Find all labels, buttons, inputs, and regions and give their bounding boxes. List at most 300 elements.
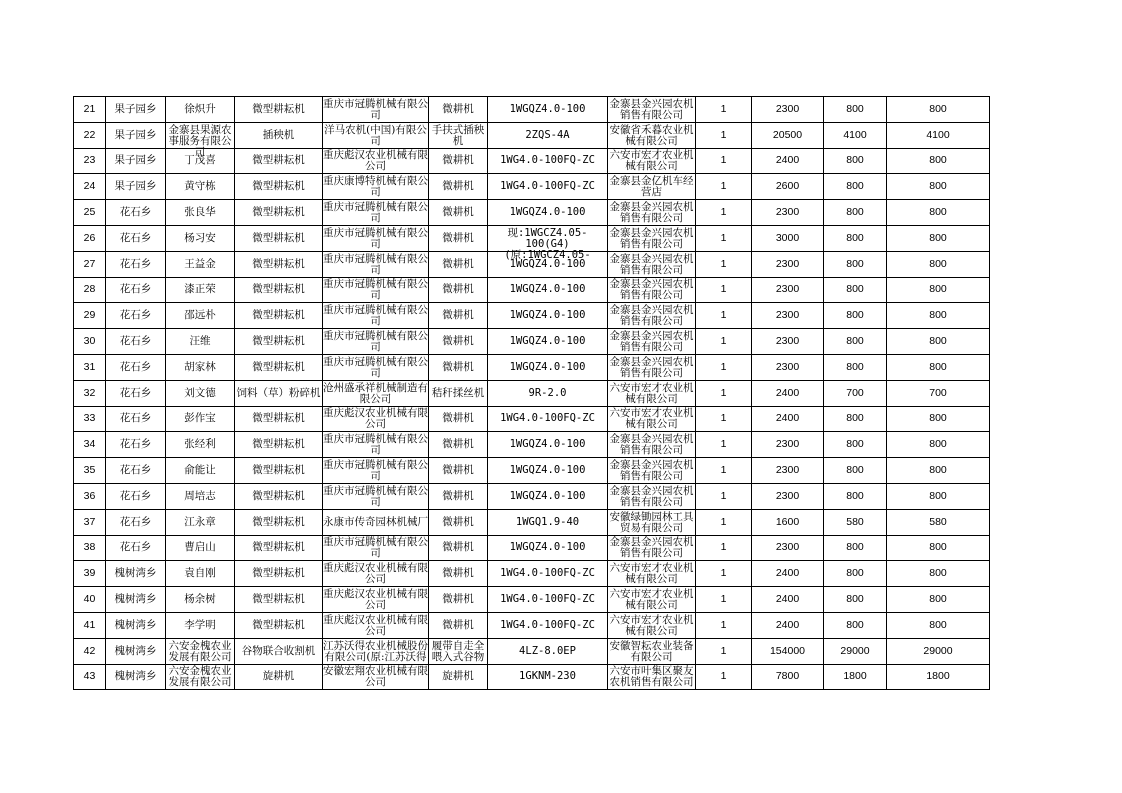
sale-price-cell (752, 664, 824, 690)
manufacturer-cell (323, 380, 429, 406)
manufacturer-cell-text: 重庆市冠腾机械有限公司 (323, 201, 428, 225)
machine-item-cell-text: 微型耕耘机 (252, 593, 305, 606)
unit-subsidy-cell-text: 800 (846, 360, 864, 373)
total-subsidy-cell-text: 1800 (926, 670, 950, 683)
machine-type-cell (429, 303, 488, 329)
manufacturer-cell (323, 509, 429, 535)
total-subsidy-cell (887, 458, 990, 484)
unit-subsidy-cell-text: 800 (846, 283, 864, 296)
total-subsidy-cell-text: 4100 (926, 128, 950, 141)
total-subsidy-cell-text: 800 (929, 438, 947, 451)
row-number-text: 26 (83, 231, 96, 244)
dealer-cell (608, 483, 696, 509)
machine-type-cell (429, 406, 488, 432)
model-cell-text: 1WGQZ4.0-100 (509, 206, 586, 219)
total-subsidy-cell (887, 329, 990, 355)
machine-type-cell (429, 148, 488, 174)
total-subsidy-cell-text: 800 (929, 335, 947, 348)
sale-price-cell (752, 225, 824, 251)
machine-item-cell (235, 406, 323, 432)
buyer-cell (166, 200, 235, 226)
machine-item-cell (235, 483, 323, 509)
buyer-cell-text: 六安金槐农业发展有限公司 (168, 665, 232, 689)
row-number (74, 148, 106, 174)
machine-type-cell (429, 174, 488, 200)
table-body (74, 97, 990, 690)
machine-item-cell-text: 微型耕耘机 (252, 515, 305, 528)
dealer-cell (608, 612, 696, 638)
table-row (74, 174, 990, 200)
row-number-text: 25 (83, 206, 96, 219)
unit-subsidy-cell-text: 800 (846, 231, 864, 244)
dealer-cell (608, 432, 696, 458)
machine-item-cell-text: 微型耕耘机 (252, 283, 305, 296)
dealer-cell-text: 安徽智耘农业装备有限公司 (609, 639, 694, 663)
row-number (74, 251, 106, 277)
table-row (74, 122, 990, 148)
sale-price-cell-text: 2300 (775, 489, 800, 502)
dealer-cell-text: 六安市宏才农业机械有限公司 (609, 149, 694, 173)
row-number-text: 32 (83, 386, 96, 399)
unit-subsidy-cell (824, 587, 887, 613)
model-cell (488, 277, 608, 303)
machine-type-cell-text: 履带自走全喂入式谷物 (431, 639, 485, 663)
sale-price-cell-text: 2300 (775, 360, 800, 373)
township-cell (106, 483, 166, 509)
model-cell (488, 561, 608, 587)
total-subsidy-cell-text: 800 (929, 154, 947, 167)
township-cell-text: 花石乡 (119, 386, 152, 399)
dealer-cell-text: 六安市宏才农业机械有限公司 (609, 588, 694, 612)
sale-price-cell (752, 148, 824, 174)
quantity-cell-text: 1 (720, 386, 727, 399)
dealer-cell-text: 金寨县金兴园农机销售有限公司 (609, 97, 694, 121)
total-subsidy-cell (887, 354, 990, 380)
manufacturer-cell (323, 225, 429, 251)
unit-subsidy-cell (824, 174, 887, 200)
sale-price-cell (752, 251, 824, 277)
quantity-cell-text: 1 (720, 309, 727, 322)
model-cell-text: 1WGQZ4.0-100 (509, 360, 586, 373)
buyer-cell (166, 354, 235, 380)
sale-price-cell (752, 174, 824, 200)
total-subsidy-cell (887, 509, 990, 535)
unit-subsidy-cell (824, 638, 887, 664)
total-subsidy-cell-text: 800 (929, 567, 947, 580)
row-number-text: 27 (83, 257, 96, 270)
township-cell-text: 槐树湾乡 (114, 618, 157, 631)
machine-type-cell-text: 微耕机 (442, 257, 474, 270)
dealer-cell (608, 380, 696, 406)
quantity-cell (696, 251, 752, 277)
buyer-cell-text: 丁茂喜 (184, 154, 216, 167)
machine-item-cell (235, 535, 323, 561)
unit-subsidy-cell-text: 800 (846, 335, 864, 348)
township-cell (106, 535, 166, 561)
dealer-cell (608, 277, 696, 303)
dealer-cell-text: 六安市宏才农业机械有限公司 (609, 381, 694, 405)
sale-price-cell (752, 277, 824, 303)
township-cell (106, 225, 166, 251)
quantity-cell (696, 148, 752, 174)
dealer-cell-text: 金寨县金兴园农机销售有限公司 (609, 304, 694, 328)
township-cell-text: 槐树湾乡 (114, 670, 157, 683)
quantity-cell-text: 1 (720, 515, 727, 528)
machine-type-cell (429, 97, 488, 123)
row-number (74, 174, 106, 200)
unit-subsidy-cell (824, 406, 887, 432)
table-row (74, 303, 990, 329)
buyer-cell (166, 509, 235, 535)
row-number (74, 509, 106, 535)
row-number (74, 277, 106, 303)
manufacturer-cell-text: 重庆市冠腾机械有限公司 (323, 484, 428, 508)
township-cell-text: 花石乡 (119, 515, 152, 528)
unit-subsidy-cell-text: 580 (846, 515, 864, 528)
machine-type-cell-text: 手扶式插秧机 (431, 123, 485, 147)
quantity-cell (696, 380, 752, 406)
machine-item-cell-text: 插秧机 (262, 128, 295, 141)
quantity-cell (696, 354, 752, 380)
quantity-cell-text: 1 (720, 670, 727, 683)
row-number-text: 37 (83, 515, 96, 528)
machine-type-cell (429, 225, 488, 251)
model-cell (488, 225, 608, 261)
manufacturer-cell-text: 重庆彪汉农业机械有限公司 (323, 407, 428, 431)
machine-type-cell-text: 旋耕机 (442, 670, 474, 683)
model-cell-text: 1WG4.0-100FQ-ZC (500, 412, 595, 425)
machine-type-cell (429, 458, 488, 484)
row-number (74, 638, 106, 664)
unit-subsidy-cell-text: 800 (846, 412, 864, 425)
unit-subsidy-cell (824, 251, 887, 277)
machine-item-cell (235, 97, 323, 123)
table-row (74, 638, 990, 664)
dealer-cell-text: 金寨县金兴园农机销售有限公司 (609, 355, 694, 379)
model-cell (488, 97, 608, 123)
township-cell-text: 槐树湾乡 (114, 567, 157, 580)
machine-item-cell-text: 微型耕耘机 (252, 360, 305, 373)
buyer-cell-text: 彭作宝 (184, 412, 216, 425)
model-cell-text: 1WGQZ4.0-100 (509, 283, 586, 296)
table-row (74, 277, 990, 303)
unit-subsidy-cell (824, 148, 887, 174)
machine-item-cell-text: 微型耕耘机 (252, 180, 305, 193)
table-row (74, 406, 990, 432)
total-subsidy-cell (887, 122, 990, 148)
manufacturer-cell-text: 重庆市冠腾机械有限公司 (323, 226, 428, 250)
dealer-cell (608, 303, 696, 329)
dealer-cell (608, 587, 696, 613)
dealer-cell-text: 六安市宏才农业机械有限公司 (609, 407, 694, 431)
total-subsidy-cell (887, 251, 990, 277)
table-row (74, 329, 990, 355)
machine-type-cell-text: 微耕机 (442, 180, 474, 193)
machine-type-cell-text: 微耕机 (442, 283, 474, 296)
township-cell-text: 花石乡 (119, 309, 152, 322)
row-number (74, 329, 106, 355)
model-cell-text: 1WGQZ4.0-100 (509, 541, 586, 554)
sale-price-cell (752, 561, 824, 587)
model-cell-text: 1WGQZ4.0-100 (509, 335, 586, 348)
manufacturer-cell-text: 重庆市冠腾机械有限公司 (323, 459, 428, 483)
buyer-cell-text: 江永章 (184, 515, 216, 528)
manufacturer-cell-text: 重庆彪汉农业机械有限公司 (323, 149, 428, 173)
township-cell (106, 612, 166, 638)
manufacturer-cell-text: 重庆市冠腾机械有限公司 (323, 97, 428, 121)
sale-price-cell-text: 2400 (775, 593, 800, 606)
machine-type-cell-text: 微耕机 (442, 593, 474, 606)
township-cell (106, 303, 166, 329)
manufacturer-cell (323, 612, 429, 638)
unit-subsidy-cell (824, 509, 887, 535)
quantity-cell-text: 1 (720, 360, 727, 373)
quantity-cell (696, 483, 752, 509)
township-cell (106, 664, 166, 690)
manufacturer-cell (323, 638, 429, 664)
unit-subsidy-cell-text: 800 (846, 541, 864, 554)
township-cell-text: 果子园乡 (114, 102, 157, 115)
machine-item-cell-text: 旋耕机 (262, 670, 295, 683)
machine-type-cell (429, 380, 488, 406)
buyer-cell-text: 袁自刚 (184, 567, 216, 580)
dealer-cell-text: 金寨县金兴园农机销售有限公司 (609, 201, 694, 225)
row-number (74, 406, 106, 432)
quantity-cell (696, 638, 752, 664)
quantity-cell-text: 1 (720, 489, 727, 502)
township-cell-text: 槐树湾乡 (114, 644, 157, 657)
unit-subsidy-cell (824, 122, 887, 148)
quantity-cell-text: 1 (720, 102, 727, 115)
dealer-cell-text: 金寨县金兴园农机销售有限公司 (609, 433, 694, 457)
model-cell (488, 458, 608, 484)
unit-subsidy-cell (824, 277, 887, 303)
buyer-cell-text: 周培志 (184, 489, 216, 502)
quantity-cell (696, 225, 752, 251)
machine-item-cell (235, 380, 323, 406)
model-cell-text: 1WGQZ4.0-100 (509, 257, 586, 270)
sale-price-cell (752, 535, 824, 561)
machine-item-cell (235, 148, 323, 174)
unit-subsidy-cell (824, 225, 887, 251)
total-subsidy-cell (887, 535, 990, 561)
township-cell-text: 花石乡 (119, 206, 152, 219)
quantity-cell-text: 1 (720, 618, 727, 631)
buyer-cell-text: 黄守栋 (184, 180, 216, 193)
machine-type-cell-text: 微耕机 (442, 515, 474, 528)
model-cell (488, 612, 608, 638)
total-subsidy-cell-text: 800 (929, 593, 947, 606)
machine-item-cell (235, 458, 323, 484)
buyer-cell (166, 612, 235, 638)
machine-type-cell-text: 微耕机 (442, 464, 474, 477)
manufacturer-cell-text: 洋马农机(中国)有限公司 (324, 123, 427, 147)
buyer-cell (166, 251, 235, 277)
unit-subsidy-cell-text: 800 (846, 257, 864, 270)
manufacturer-cell (323, 200, 429, 226)
manufacturer-cell (323, 354, 429, 380)
buyer-cell-text: 俞能让 (184, 464, 216, 477)
quantity-cell (696, 277, 752, 303)
quantity-cell-text: 1 (720, 567, 727, 580)
manufacturer-cell-text: 重庆市冠腾机械有限公司 (323, 433, 428, 457)
table-row (74, 483, 990, 509)
row-number-text: 36 (83, 489, 96, 502)
township-cell (106, 329, 166, 355)
machine-item-cell (235, 225, 323, 251)
quantity-cell-text: 1 (720, 412, 727, 425)
total-subsidy-cell (887, 561, 990, 587)
machine-item-cell (235, 174, 323, 200)
model-cell (488, 509, 608, 535)
township-cell-text: 果子园乡 (114, 128, 157, 141)
machine-type-cell (429, 122, 488, 148)
manufacturer-cell (323, 97, 429, 123)
subsidy-table (73, 96, 990, 690)
model-cell-text: 1WGQZ4.0-100 (509, 464, 586, 477)
row-number (74, 200, 106, 226)
quantity-cell-text: 1 (720, 464, 727, 477)
machine-type-cell (429, 535, 488, 561)
dealer-cell-text: 六安市宏才农业机械有限公司 (609, 613, 694, 637)
buyer-cell (166, 664, 235, 690)
table-row (74, 432, 990, 458)
machine-type-cell (429, 200, 488, 226)
township-cell (106, 354, 166, 380)
unit-subsidy-cell-text: 800 (846, 618, 864, 631)
dealer-cell-text: 金寨县金兴园农机销售有限公司 (609, 226, 694, 250)
quantity-cell (696, 406, 752, 432)
unit-subsidy-cell-text: 800 (846, 593, 864, 606)
machine-type-cell-text: 微耕机 (442, 541, 474, 554)
sale-price-cell (752, 509, 824, 535)
buyer-cell (166, 561, 235, 587)
quantity-cell-text: 1 (720, 283, 727, 296)
total-subsidy-cell-text: 800 (929, 231, 947, 244)
township-cell-text: 花石乡 (119, 412, 152, 425)
row-number (74, 535, 106, 561)
machine-type-cell (429, 354, 488, 380)
sale-price-cell-text: 20500 (772, 128, 803, 141)
machine-item-cell-text: 微型耕耘机 (252, 541, 305, 554)
manufacturer-cell-text: 重庆彪汉农业机械有限公司 (323, 613, 428, 637)
total-subsidy-cell-text: 800 (929, 489, 947, 502)
model-cell-text: 9R-2.0 (528, 386, 567, 399)
total-subsidy-cell (887, 432, 990, 458)
machine-type-cell-text: 微耕机 (442, 206, 474, 219)
row-number-text: 43 (83, 670, 96, 683)
row-number (74, 380, 106, 406)
sale-price-cell-text: 2300 (775, 464, 800, 477)
machine-type-cell-text: 微耕机 (442, 102, 474, 115)
sale-price-cell (752, 122, 824, 148)
machine-item-cell-text: 微型耕耘机 (252, 567, 305, 580)
unit-subsidy-cell-text: 800 (846, 567, 864, 580)
machine-item-cell-text: 微型耕耘机 (252, 438, 305, 451)
row-number-text: 39 (83, 567, 96, 580)
township-cell (106, 380, 166, 406)
machine-type-cell (429, 277, 488, 303)
machine-item-cell-text: 微型耕耘机 (252, 489, 305, 502)
machine-item-cell-text: 微型耕耘机 (252, 206, 305, 219)
dealer-cell (608, 148, 696, 174)
unit-subsidy-cell (824, 535, 887, 561)
manufacturer-cell (323, 432, 429, 458)
manufacturer-cell-text: 重庆彪汉农业机械有限公司 (323, 588, 428, 612)
sale-price-cell-text: 2300 (775, 102, 800, 115)
buyer-cell-text: 杨余树 (184, 593, 216, 606)
sale-price-cell (752, 97, 824, 123)
total-subsidy-cell (887, 97, 990, 123)
unit-subsidy-cell-text: 700 (846, 386, 864, 399)
buyer-cell (166, 638, 235, 664)
machine-type-cell (429, 561, 488, 587)
machine-type-cell-text: 秸秆揉丝机 (431, 386, 485, 399)
machine-item-cell-text: 微型耕耘机 (252, 309, 305, 322)
model-cell (488, 329, 608, 355)
machine-item-cell (235, 587, 323, 613)
quantity-cell-text: 1 (720, 438, 727, 451)
sale-price-cell-text: 2300 (775, 438, 800, 451)
machine-type-cell (429, 251, 488, 277)
dealer-cell (608, 200, 696, 226)
manufacturer-cell-text: 重庆市冠腾机械有限公司 (323, 355, 428, 379)
model-cell-text: 2ZQS-4A (525, 128, 570, 141)
quantity-cell (696, 200, 752, 226)
model-cell (488, 638, 608, 664)
township-cell (106, 148, 166, 174)
manufacturer-cell-text: 永康市传奇园林机械厂 (323, 515, 428, 528)
quantity-cell-text: 1 (720, 128, 727, 141)
sale-price-cell-text: 2300 (775, 283, 800, 296)
dealer-cell (608, 354, 696, 380)
quantity-cell-text: 1 (720, 206, 727, 219)
unit-subsidy-cell (824, 458, 887, 484)
sale-price-cell-text: 2400 (775, 412, 800, 425)
total-subsidy-cell (887, 200, 990, 226)
sale-price-cell (752, 612, 824, 638)
dealer-cell (608, 406, 696, 432)
unit-subsidy-cell-text: 800 (846, 464, 864, 477)
township-cell-text: 花石乡 (119, 283, 152, 296)
model-cell (488, 535, 608, 561)
unit-subsidy-cell (824, 329, 887, 355)
dealer-cell (608, 458, 696, 484)
quantity-cell-text: 1 (720, 593, 727, 606)
township-cell-text: 花石乡 (119, 541, 152, 554)
row-number (74, 354, 106, 380)
machine-type-cell-text: 微耕机 (442, 231, 474, 244)
sale-price-cell-text: 2600 (775, 180, 800, 193)
row-number-text: 22 (83, 128, 96, 141)
dealer-cell-text: 安徽省禾暮农业机械有限公司 (609, 123, 694, 147)
machine-item-cell (235, 612, 323, 638)
model-cell-text: 1WGQ1.9-40 (515, 515, 580, 528)
manufacturer-cell (323, 587, 429, 613)
unit-subsidy-cell (824, 354, 887, 380)
unit-subsidy-cell (824, 97, 887, 123)
manufacturer-cell (323, 122, 429, 148)
table-row (74, 148, 990, 174)
machine-item-cell-text: 微型耕耘机 (252, 102, 305, 115)
sale-price-cell (752, 587, 824, 613)
buyer-cell-text: 张经利 (184, 438, 216, 451)
township-cell-text: 花石乡 (119, 335, 152, 348)
total-subsidy-cell-text: 800 (929, 180, 947, 193)
buyer-cell-text: 六安金槐农业发展有限公司 (168, 639, 232, 663)
sale-price-cell (752, 483, 824, 509)
township-cell (106, 432, 166, 458)
